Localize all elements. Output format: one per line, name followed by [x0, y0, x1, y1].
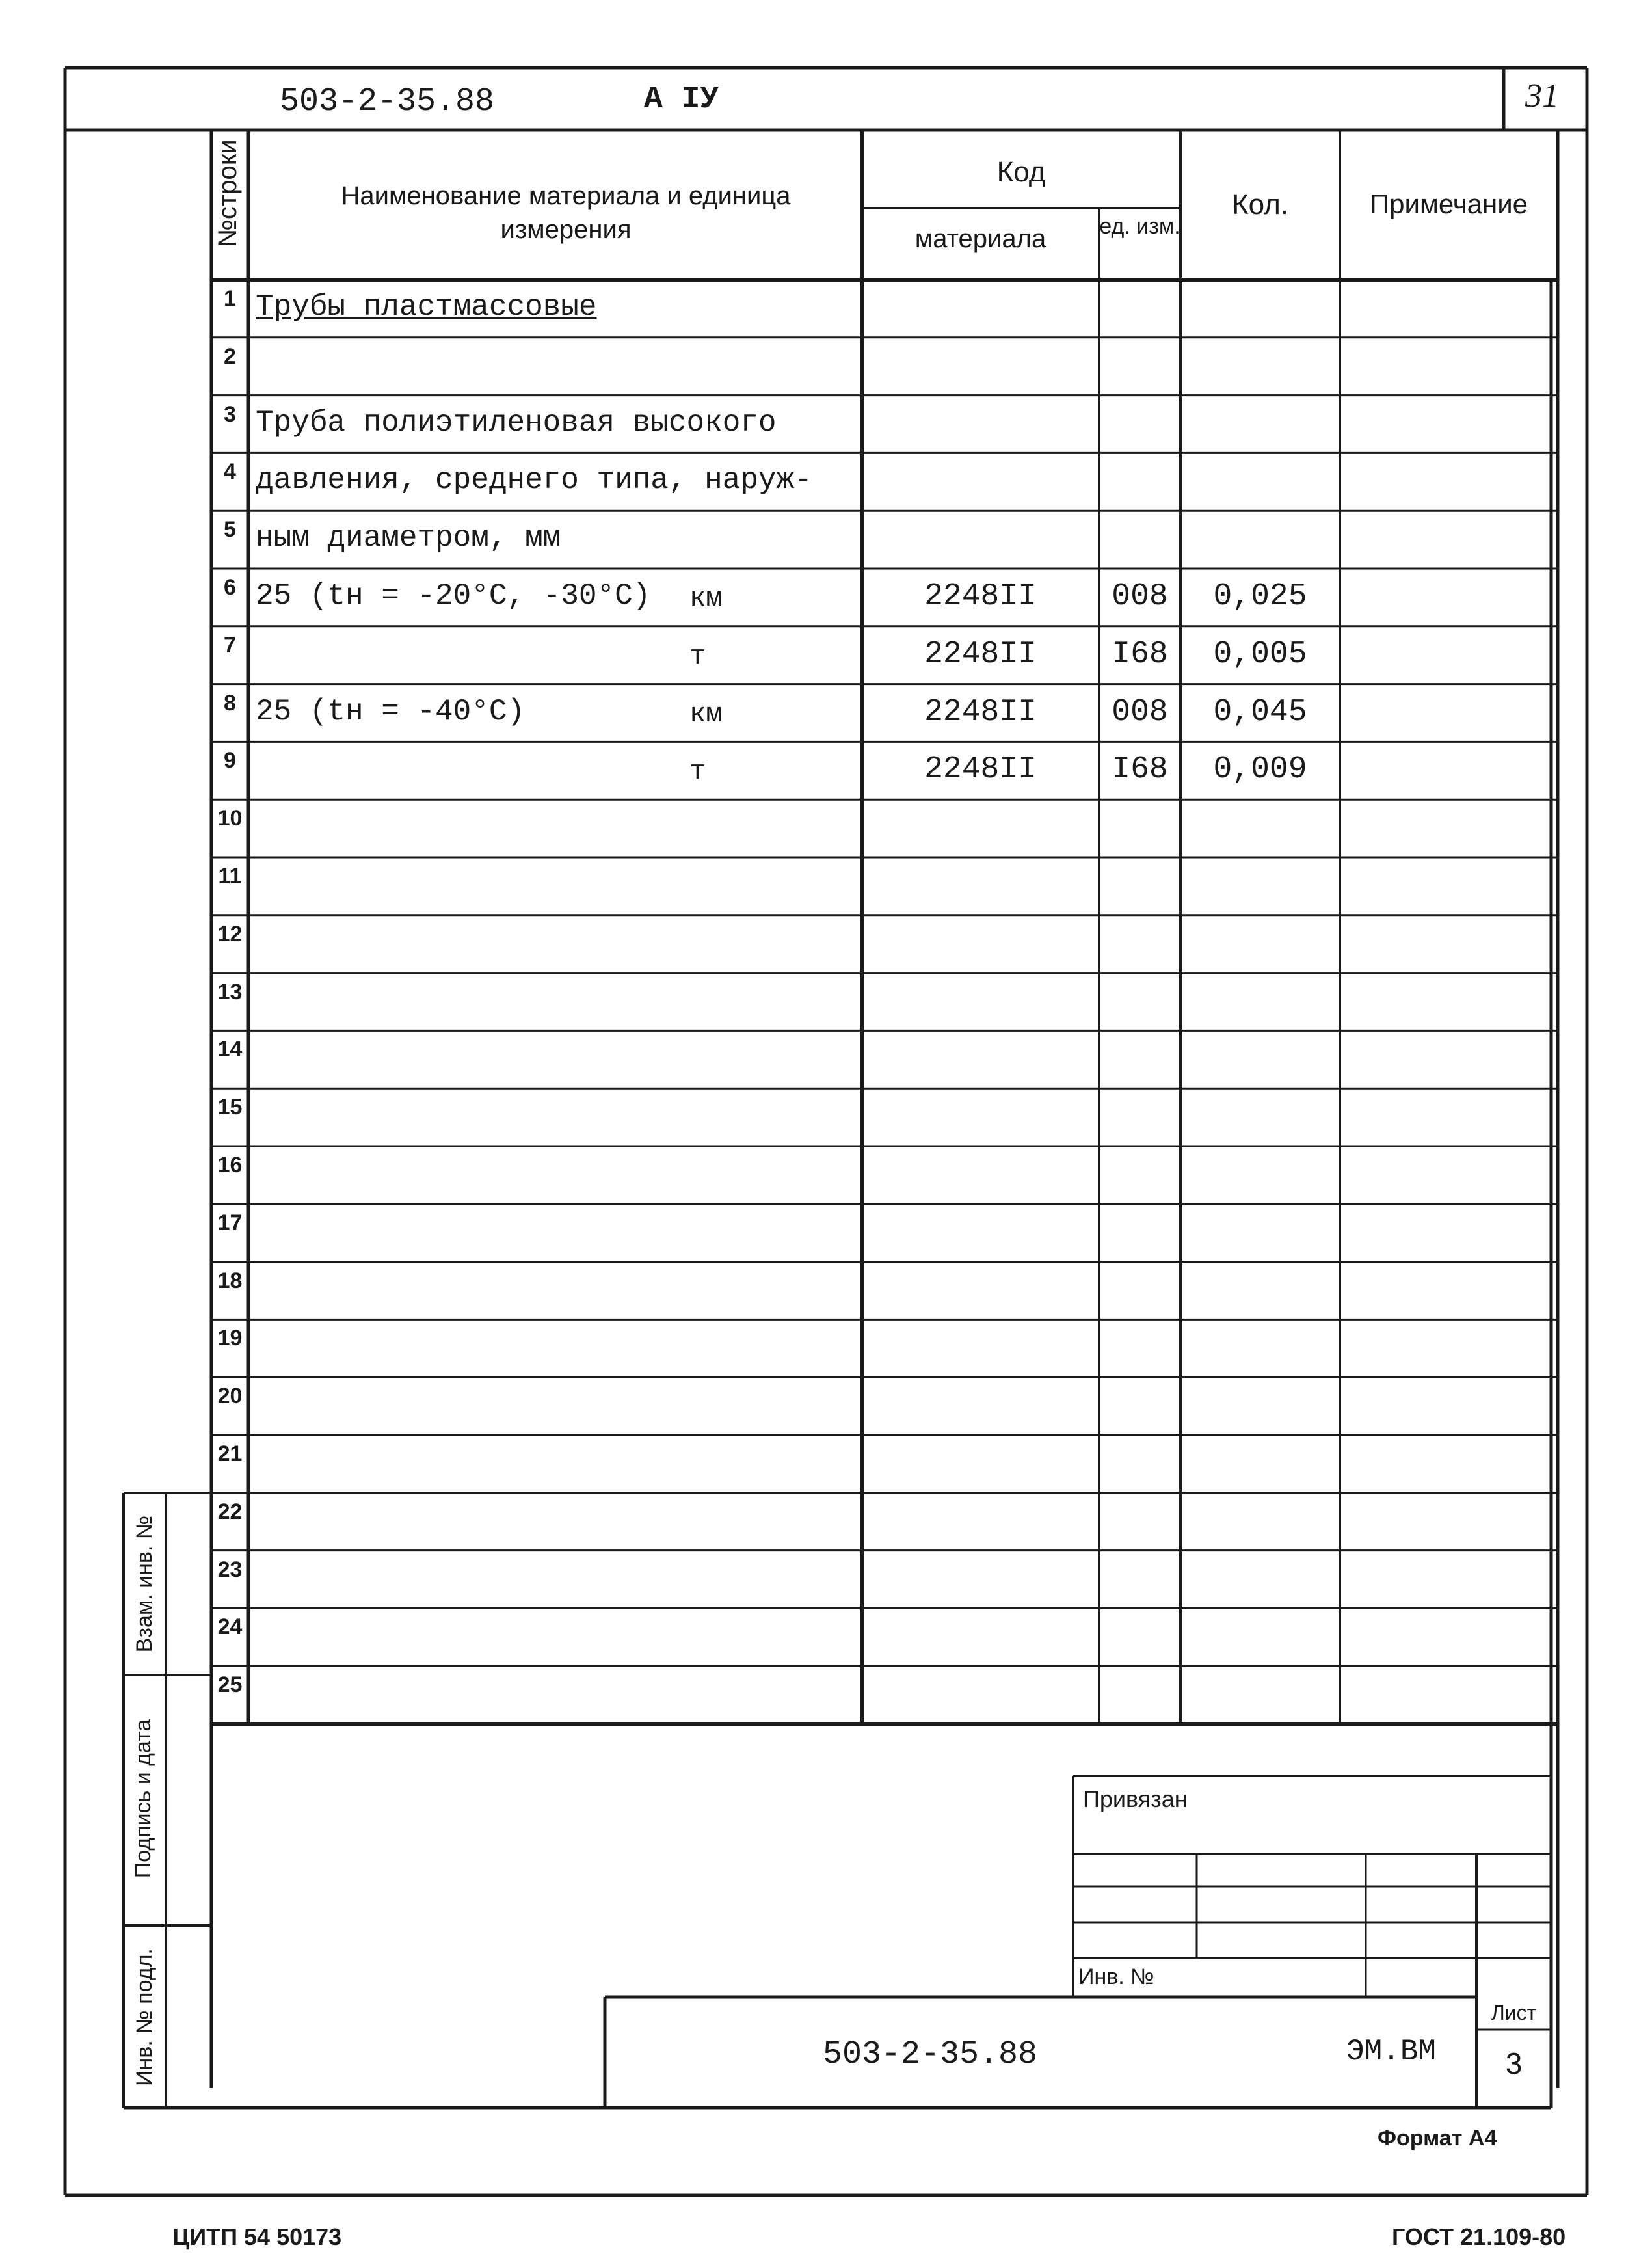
row-number: 22 — [217, 1499, 243, 1524]
table-row — [211, 1551, 1558, 1609]
material-column-header: материала — [914, 224, 1046, 253]
table-row — [211, 857, 1558, 915]
format-label: Формат А4 — [1378, 2126, 1497, 2151]
quantity: 0,025 — [1213, 579, 1307, 614]
quantity: 0,045 — [1213, 694, 1307, 730]
row-number: 14 — [217, 1037, 243, 1062]
material-name: Трубы пластмассовые — [256, 290, 597, 324]
material-code: 2248II — [924, 752, 1037, 788]
row-number: 17 — [217, 1210, 243, 1235]
note-column-header: Примечание — [1369, 189, 1528, 219]
signature-date-label: Подпись и дата — [131, 1719, 155, 1879]
row-number: 1 — [224, 286, 236, 311]
row-number: 12 — [217, 921, 243, 946]
document-mark: ЭМ.ВМ — [1346, 2035, 1437, 2069]
row-number: 5 — [224, 517, 236, 543]
vzam-inv-label: Взам. инв. № — [132, 1515, 157, 1653]
material-name: ным диаметром, мм — [256, 521, 561, 556]
sheet-label: Лист — [1491, 2001, 1537, 2024]
table-row — [211, 1262, 1558, 1320]
unit-suffix: км — [689, 698, 723, 730]
quantity: 0,005 — [1213, 636, 1307, 672]
table-row — [211, 1146, 1558, 1204]
table-row — [211, 1088, 1558, 1146]
inv-podl-label: Инв. № подл. — [132, 1948, 157, 2086]
unit-code: I68 — [1112, 636, 1168, 672]
name-column-header: Наименование материала и единица измерения — [341, 181, 791, 244]
quantity-column-header: Кол. — [1231, 189, 1289, 221]
material-name: Труба полиэтиленовая высокого — [256, 405, 777, 440]
row-number: 21 — [217, 1442, 243, 1466]
material-name: давления, среднего типа, наруж- — [256, 463, 812, 498]
row-number: 15 — [217, 1095, 243, 1120]
table-row — [211, 1666, 1558, 1724]
document-code: 503-2-35.88 — [280, 83, 495, 120]
row-number: 18 — [217, 1268, 243, 1293]
table-row — [211, 799, 1558, 857]
table-row — [211, 742, 1558, 799]
sheet-number: 3 — [1505, 2046, 1523, 2080]
row-number: 9 — [224, 748, 236, 773]
row-number: 8 — [224, 690, 236, 716]
table-row — [211, 1435, 1558, 1493]
table-row — [211, 453, 1558, 511]
row-number: 19 — [217, 1326, 243, 1351]
table-row — [211, 1030, 1558, 1088]
row-number: 4 — [224, 459, 236, 485]
row-number-header: №строки — [213, 139, 242, 247]
row-number: 23 — [217, 1557, 243, 1582]
material-code: 2248II — [924, 636, 1037, 672]
table-row — [211, 1608, 1558, 1666]
row-number: 24 — [217, 1615, 243, 1640]
publisher-code: ЦИТП 54 50173 — [172, 2223, 342, 2250]
table-row — [211, 626, 1558, 684]
table-row — [211, 1204, 1558, 1262]
privyazan-label: Привязан — [1083, 1786, 1188, 1812]
unit-code: 008 — [1112, 694, 1168, 730]
title-block-doc-code: 503-2-35.88 — [822, 2036, 1038, 2073]
table-row — [211, 280, 1558, 338]
unit-suffix: т — [689, 756, 706, 788]
material-name: 25 (tн = -40°С) — [256, 694, 526, 729]
unit-suffix: км — [689, 583, 723, 614]
row-number: 6 — [224, 575, 236, 600]
album-label: А IУ — [644, 82, 719, 117]
table-row — [211, 915, 1558, 973]
quantity: 0,009 — [1213, 752, 1307, 788]
table-row — [211, 569, 1558, 626]
table-row — [211, 396, 1558, 453]
row-number: 7 — [224, 632, 236, 658]
unit-code: 008 — [1112, 579, 1168, 614]
material-code: 2248II — [924, 579, 1037, 614]
table-row — [211, 684, 1558, 742]
row-number: 2 — [224, 343, 236, 369]
row-number: 11 — [218, 864, 242, 889]
code-column-header: Код — [996, 156, 1046, 188]
row-number: 20 — [217, 1384, 243, 1409]
table-row — [211, 1493, 1558, 1551]
unit-column-header: ед. изм. — [1099, 214, 1180, 239]
row-number: 10 — [217, 806, 243, 831]
page-number: 31 — [1525, 77, 1559, 114]
inv-no-label: Инв. № — [1078, 1965, 1154, 1989]
table-row — [211, 1319, 1558, 1377]
row-number: 25 — [217, 1672, 243, 1698]
table-row — [211, 973, 1558, 1031]
unit-code: I68 — [1112, 752, 1168, 788]
row-number: 16 — [217, 1153, 243, 1177]
table-row — [211, 511, 1558, 569]
material-code: 2248II — [924, 694, 1037, 730]
row-number: 3 — [224, 401, 236, 427]
material-name: 25 (tн = -20°С, -30°С) — [256, 579, 651, 613]
row-number: 13 — [217, 979, 243, 1004]
gost-reference: ГОСТ 21.109-80 — [1392, 2223, 1566, 2250]
table-row — [211, 338, 1558, 396]
unit-suffix: т — [689, 640, 706, 672]
table-row — [211, 1377, 1558, 1435]
